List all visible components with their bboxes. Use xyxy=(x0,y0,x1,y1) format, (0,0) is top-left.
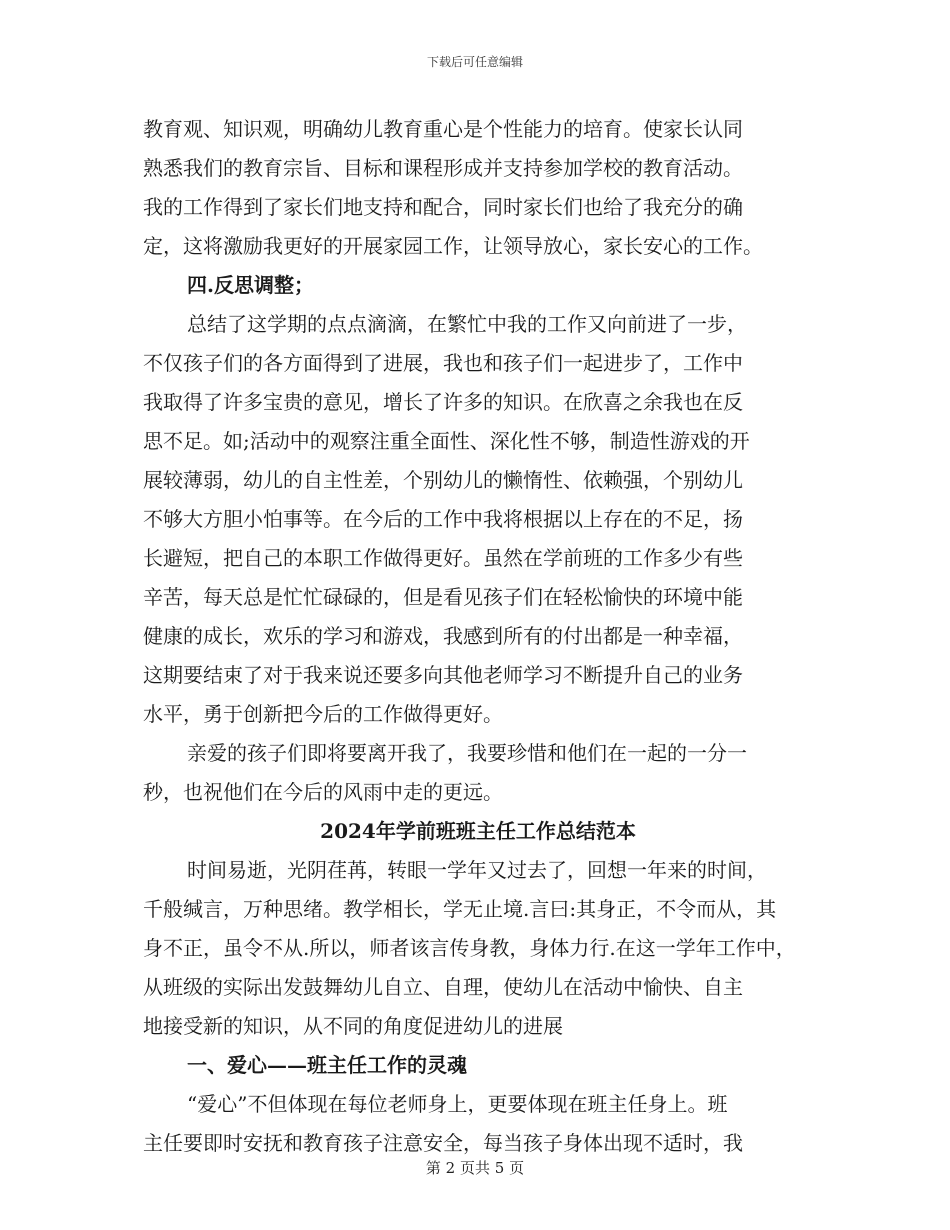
text-line: 思不足。如;活动中的观察注重全面性、深化性不够，制造性游戏的开 xyxy=(143,429,750,453)
text-line: 总结了这学期的点点滴滴，在繁忙中我的工作又向前进了一步， xyxy=(187,312,747,336)
text-line: 长避短，把自己的本职工作做得更好。虽然在学前班的工作多少有些 xyxy=(143,546,743,570)
text-line: 不够大方胆小怕事等。在今后的工作中我将根据以上存在的不足，扬 xyxy=(143,507,743,531)
text-line: 教育观、知识观，明确幼儿教育重心是个性能力的培育。使家长认同 xyxy=(143,117,743,141)
text-line: 不仅孩子们的各方面得到了进展，我也和孩子们一起进步了，工作中 xyxy=(143,351,743,375)
section-heading-love: 一、爱心——班主任工作的灵魂 xyxy=(187,1053,467,1077)
text-line: “爱心”不但体现在每位老师身上，更要体现在班主任身上。班 xyxy=(187,1092,728,1116)
text-line: 我取得了许多宝贵的意见，增长了许多的知识。在欣喜之余我也在反 xyxy=(143,390,743,414)
section-heading-reflection: 四.反思调整； xyxy=(187,273,314,297)
text-line: 千般缄言，万种思绪。教学相长，学无止境.言曰:其身正，不令而从，其 xyxy=(143,897,777,921)
page-header: 下载后可任意编辑 xyxy=(426,55,523,69)
document-title: 2024年学前班班主任工作总结范本 xyxy=(320,819,636,843)
text-line: 身不正，虽令不从.所以，师者该言传身教，身体力行.在这一学年工作中， xyxy=(143,936,796,960)
text-line: 秒，也祝他们在今后的风雨中走的更远。 xyxy=(143,780,503,804)
text-line: 熟悉我们的教育宗旨、目标和课程形成并支持参加学校的教育活动。 xyxy=(143,156,743,180)
text-line: 展较薄弱，幼儿的自主性差，个别幼儿的懒惰性、依赖强，个别幼儿 xyxy=(143,468,743,492)
text-line: 亲爱的孩子们即将要离开我了，我要珍惜和他们在一起的一分一 xyxy=(187,741,747,765)
text-line: 主任要即时安抚和教育孩子注意安全，每当孩子身体出现不适时，我 xyxy=(143,1131,743,1155)
text-line: 这期要结束了对于我来说还要多向其他老师学习不断提升自己的业务 xyxy=(143,663,743,687)
text-line: 定，这将激励我更好的开展家园工作，让领导放心，家长安心的工作。 xyxy=(143,234,763,258)
text-line: 辛苦，每天总是忙忙碌碌的，但是看见孩子们在轻松愉快的环境中能 xyxy=(143,585,743,609)
text-line: 从班级的实际出发鼓舞幼儿自立、自理，使幼儿在活动中愉快、自主 xyxy=(143,975,743,999)
document-body xyxy=(143,110,813,1163)
text-line: 时间易逝，光阴荏苒，转眼一学年又过去了，回想一年来的时间， xyxy=(187,858,767,882)
page-footer: 第 2 页共 5 页 xyxy=(425,1159,525,1177)
text-line: 水平，勇于创新把今后的工作做得更好。 xyxy=(143,702,503,726)
text-line: 健康的成长，欢乐的学习和游戏，我感到所有的付出都是一种幸福， xyxy=(143,624,743,648)
text-line: 我的工作得到了家长们地支持和配合，同时家长们也给了我充分的确 xyxy=(143,195,743,219)
text-line: 地接受新的知识，从不同的角度促进幼儿的进展 xyxy=(143,1014,563,1038)
